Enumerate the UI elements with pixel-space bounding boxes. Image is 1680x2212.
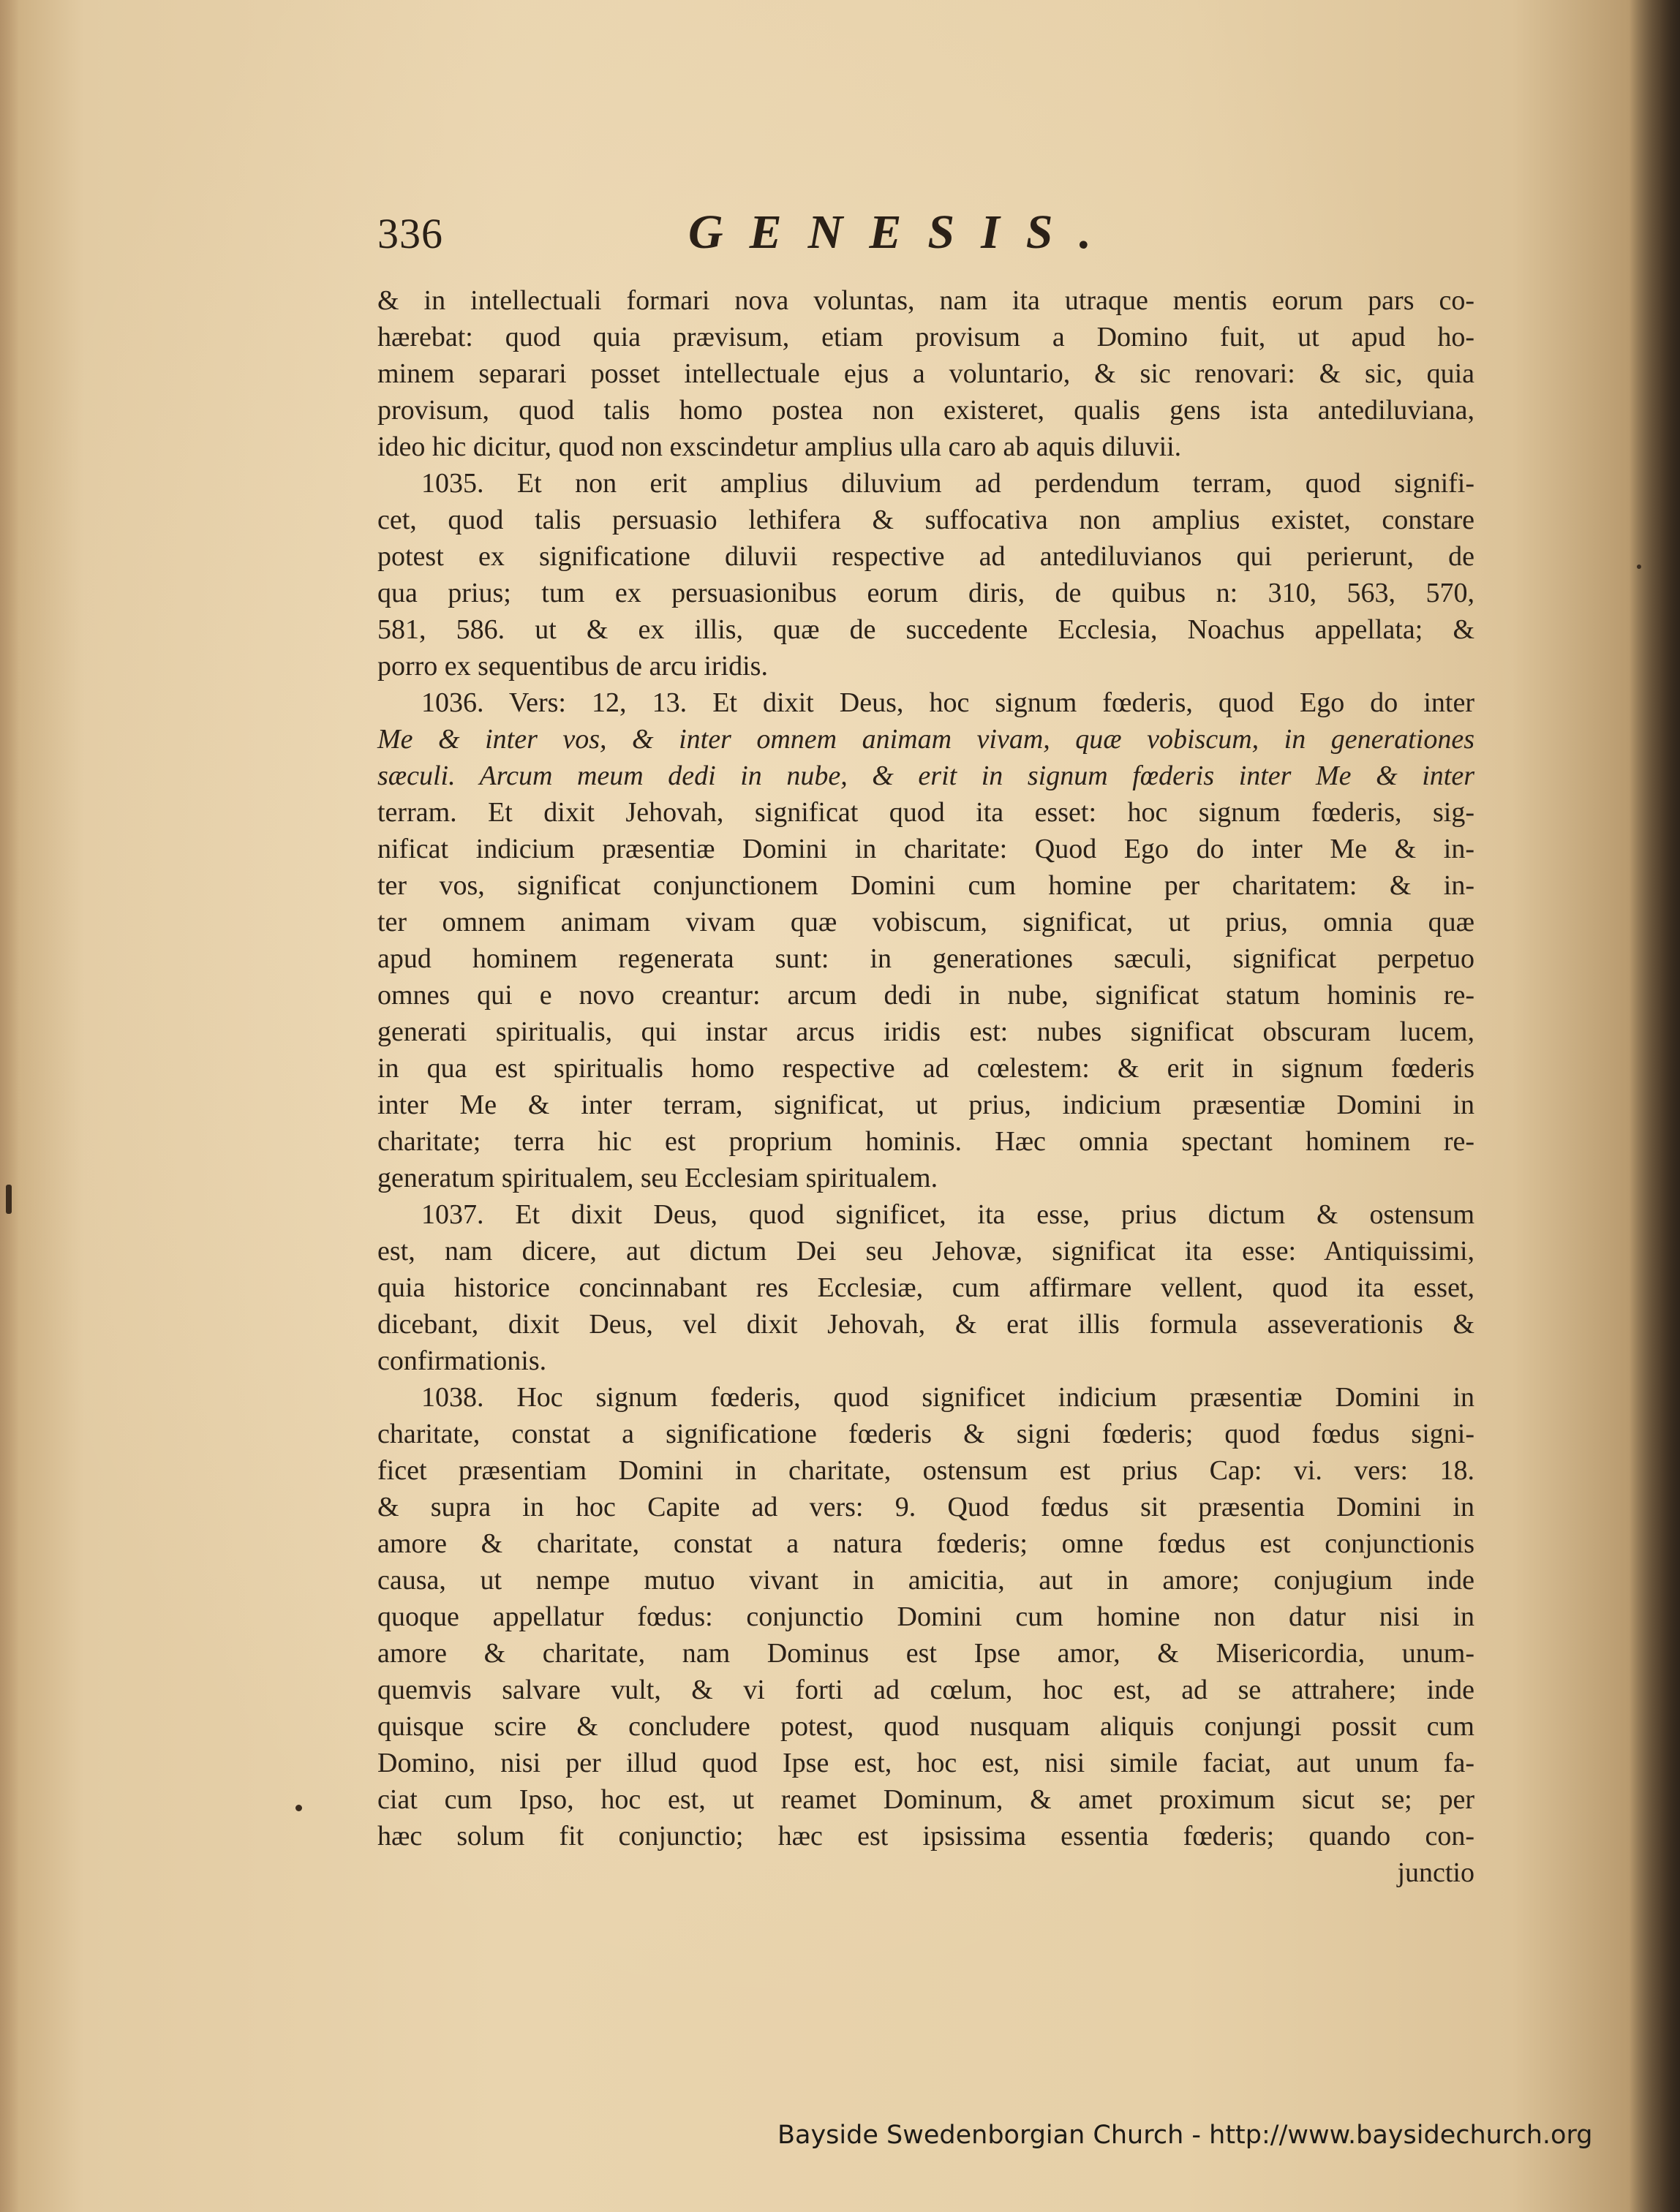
text-line: causa, ut nempe mutuo vivant in amicitia, aut in amore; conjugium inde	[377, 1565, 1474, 1596]
text-line: hærebat: quod quia prævisum, etiam provisum a Domino fuit, ut apud ho-	[377, 322, 1474, 352]
ink-speck	[295, 1805, 302, 1811]
text-line: ter vos, significat conjunctionem Domini cum homine per charitatem: & in-	[377, 870, 1474, 901]
text-line: & supra in hoc Capite ad vers: 9. Quod fœdus sit præsentia Domini in	[377, 1492, 1474, 1522]
text-line: apud hominem regenerata sunt: in generationes sæculi, significat perpetuo	[377, 943, 1474, 974]
page-left-edge	[0, 0, 19, 2212]
text-line: 581, 586. ut & ex illis, quæ de succedente Ecclesia, Noachus appellata; &	[377, 614, 1474, 645]
text-line: generatum spiritualem, seu Ecclesiam spiritualem.	[377, 1163, 938, 1193]
paragraph-1036-start: 1036. Vers: 12, 13. Et dixit Deus, hoc signum fœderis, quod Ego do inter	[421, 687, 1474, 718]
text-line: charitate; terra hic est proprium hominis. Hæc omnia spectant hominem re-	[377, 1126, 1474, 1157]
text-line: nificat indicium præsentiæ Domini in charitate: Quod Ego do inter Me & in-	[377, 834, 1474, 864]
text-line: quemvis salvare vult, & vi forti ad cœlum, hoc est, ad se attrahere; inde	[377, 1675, 1474, 1705]
text-line: confirmationis.	[377, 1345, 547, 1376]
text-line: quia historice concinnabant res Ecclesiæ, cum affirmare vellent, quod ita esset,	[377, 1272, 1474, 1303]
text-line: qua prius; tum ex persuasionibus eorum diris, de quibus n: 310, 563, 570,	[377, 578, 1474, 608]
scripture-quote-line: sæculi. Arcum meum dedi in nube, & erit in signum fœderis inter Me & inter	[377, 760, 1474, 791]
text-line: ficet præsentiam Domini in charitate, ostensum est prius Cap: vi. vers: 18.	[377, 1455, 1474, 1486]
text-line: & in intellectuali formari nova voluntas, nam ita utraque mentis eorum pars co-	[377, 285, 1474, 316]
text-line: Domino, nisi per illud quod Ipse est, hoc est, nisi simile faciat, aut unum fa-	[377, 1748, 1474, 1778]
ink-speck	[6, 1185, 12, 1214]
text-line: ideo hic dicitur, quod non exscindetur amplius ulla caro ab aquis diluvii.	[377, 431, 1182, 462]
text-line: omnes qui e novo creantur: arcum dedi in nube, significat statum hominis re-	[377, 980, 1474, 1011]
text-line: charitate, constat a significatione fœderis & signi fœderis; quod fœdus signi-	[377, 1419, 1474, 1449]
text-line: potest ex significatione diluvii respective ad antediluvianos qui perierunt, de	[377, 541, 1474, 572]
text-line: minem separari posset intellectuale ejus a voluntario, & sic renovari: & sic, quia	[377, 358, 1474, 389]
text-line: dicebant, dixit Deus, vel dixit Jehovah, & erat illis formula asseverationis &	[377, 1309, 1474, 1340]
book-gutter-shadow	[1629, 0, 1680, 2212]
text-line: ter omnem animam vivam quæ vobiscum, significat, ut prius, omnia quæ	[377, 907, 1474, 937]
text-line: hæc solum fit conjunctio; hæc est ipsissima essentia fœderis; quando con-	[377, 1821, 1474, 1851]
text-line: porro ex sequentibus de arcu iridis.	[377, 651, 768, 682]
text-line: in qua est spiritualis homo respective ad cœlestem: & erit in signum fœderis	[377, 1053, 1474, 1084]
text-line: terram. Et dixit Jehovah, significat quod ita esset: hoc signum fœderis, sig-	[377, 797, 1474, 828]
page-number: 336	[377, 210, 443, 257]
text-line: ciat cum Ipso, hoc est, ut reamet Dominum, & amet proximum sicut se; per	[377, 1784, 1474, 1815]
text-line: generati spiritualis, qui instar arcus iridis est: nubes significat obscuram lucem,	[377, 1016, 1474, 1047]
text-line: inter Me & inter terram, significat, ut prius, indicium præsentiæ Domini in	[377, 1090, 1474, 1120]
page-header	[377, 205, 1474, 263]
text-line: quoque appellatur fœdus: conjunctio Domini cum homine non datur nisi in	[377, 1601, 1474, 1632]
watermark-text: Bayside Swedenborgian Church - http://www.baysidechurch.org	[777, 2121, 1593, 2150]
text-line: quisque scire & concludere potest, quod nusquam aliquis conjungi possit cum	[377, 1711, 1474, 1742]
catchword: junctio	[1397, 1857, 1474, 1888]
text-line: provisum, quod talis homo postea non existeret, qualis gens ista antediluviana,	[377, 395, 1474, 426]
scripture-quote-line: Me & inter vos, & inter omnem animam vivam, quæ vobiscum, in generationes	[377, 724, 1474, 755]
body-text	[377, 282, 1474, 1891]
paragraph-1037-start: 1037. Et dixit Deus, quod significet, ita esse, prius dictum & ostensum	[421, 1199, 1474, 1230]
text-line: est, nam dicere, aut dictum Dei seu Jehovæ, significat ita esse: Antiquissimi,	[377, 1236, 1474, 1267]
running-title: GENESIS.	[688, 205, 1118, 259]
paragraph-1038-start: 1038. Hoc signum fœderis, quod significet indicium præsentiæ Domini in	[421, 1382, 1474, 1413]
text-line: cet, quod talis persuasio lethifera & suffocativa non amplius existet, constare	[377, 505, 1474, 535]
paragraph-1035-start: 1035. Et non erit amplius diluvium ad perdendum terram, quod signifi-	[421, 468, 1474, 499]
ink-speck	[1637, 565, 1641, 569]
text-line: amore & charitate, constat a natura fœderis; omne fœdus est conjunctionis	[377, 1528, 1474, 1559]
text-line: amore & charitate, nam Dominus est Ipse amor, & Misericordia, unum-	[377, 1638, 1474, 1669]
